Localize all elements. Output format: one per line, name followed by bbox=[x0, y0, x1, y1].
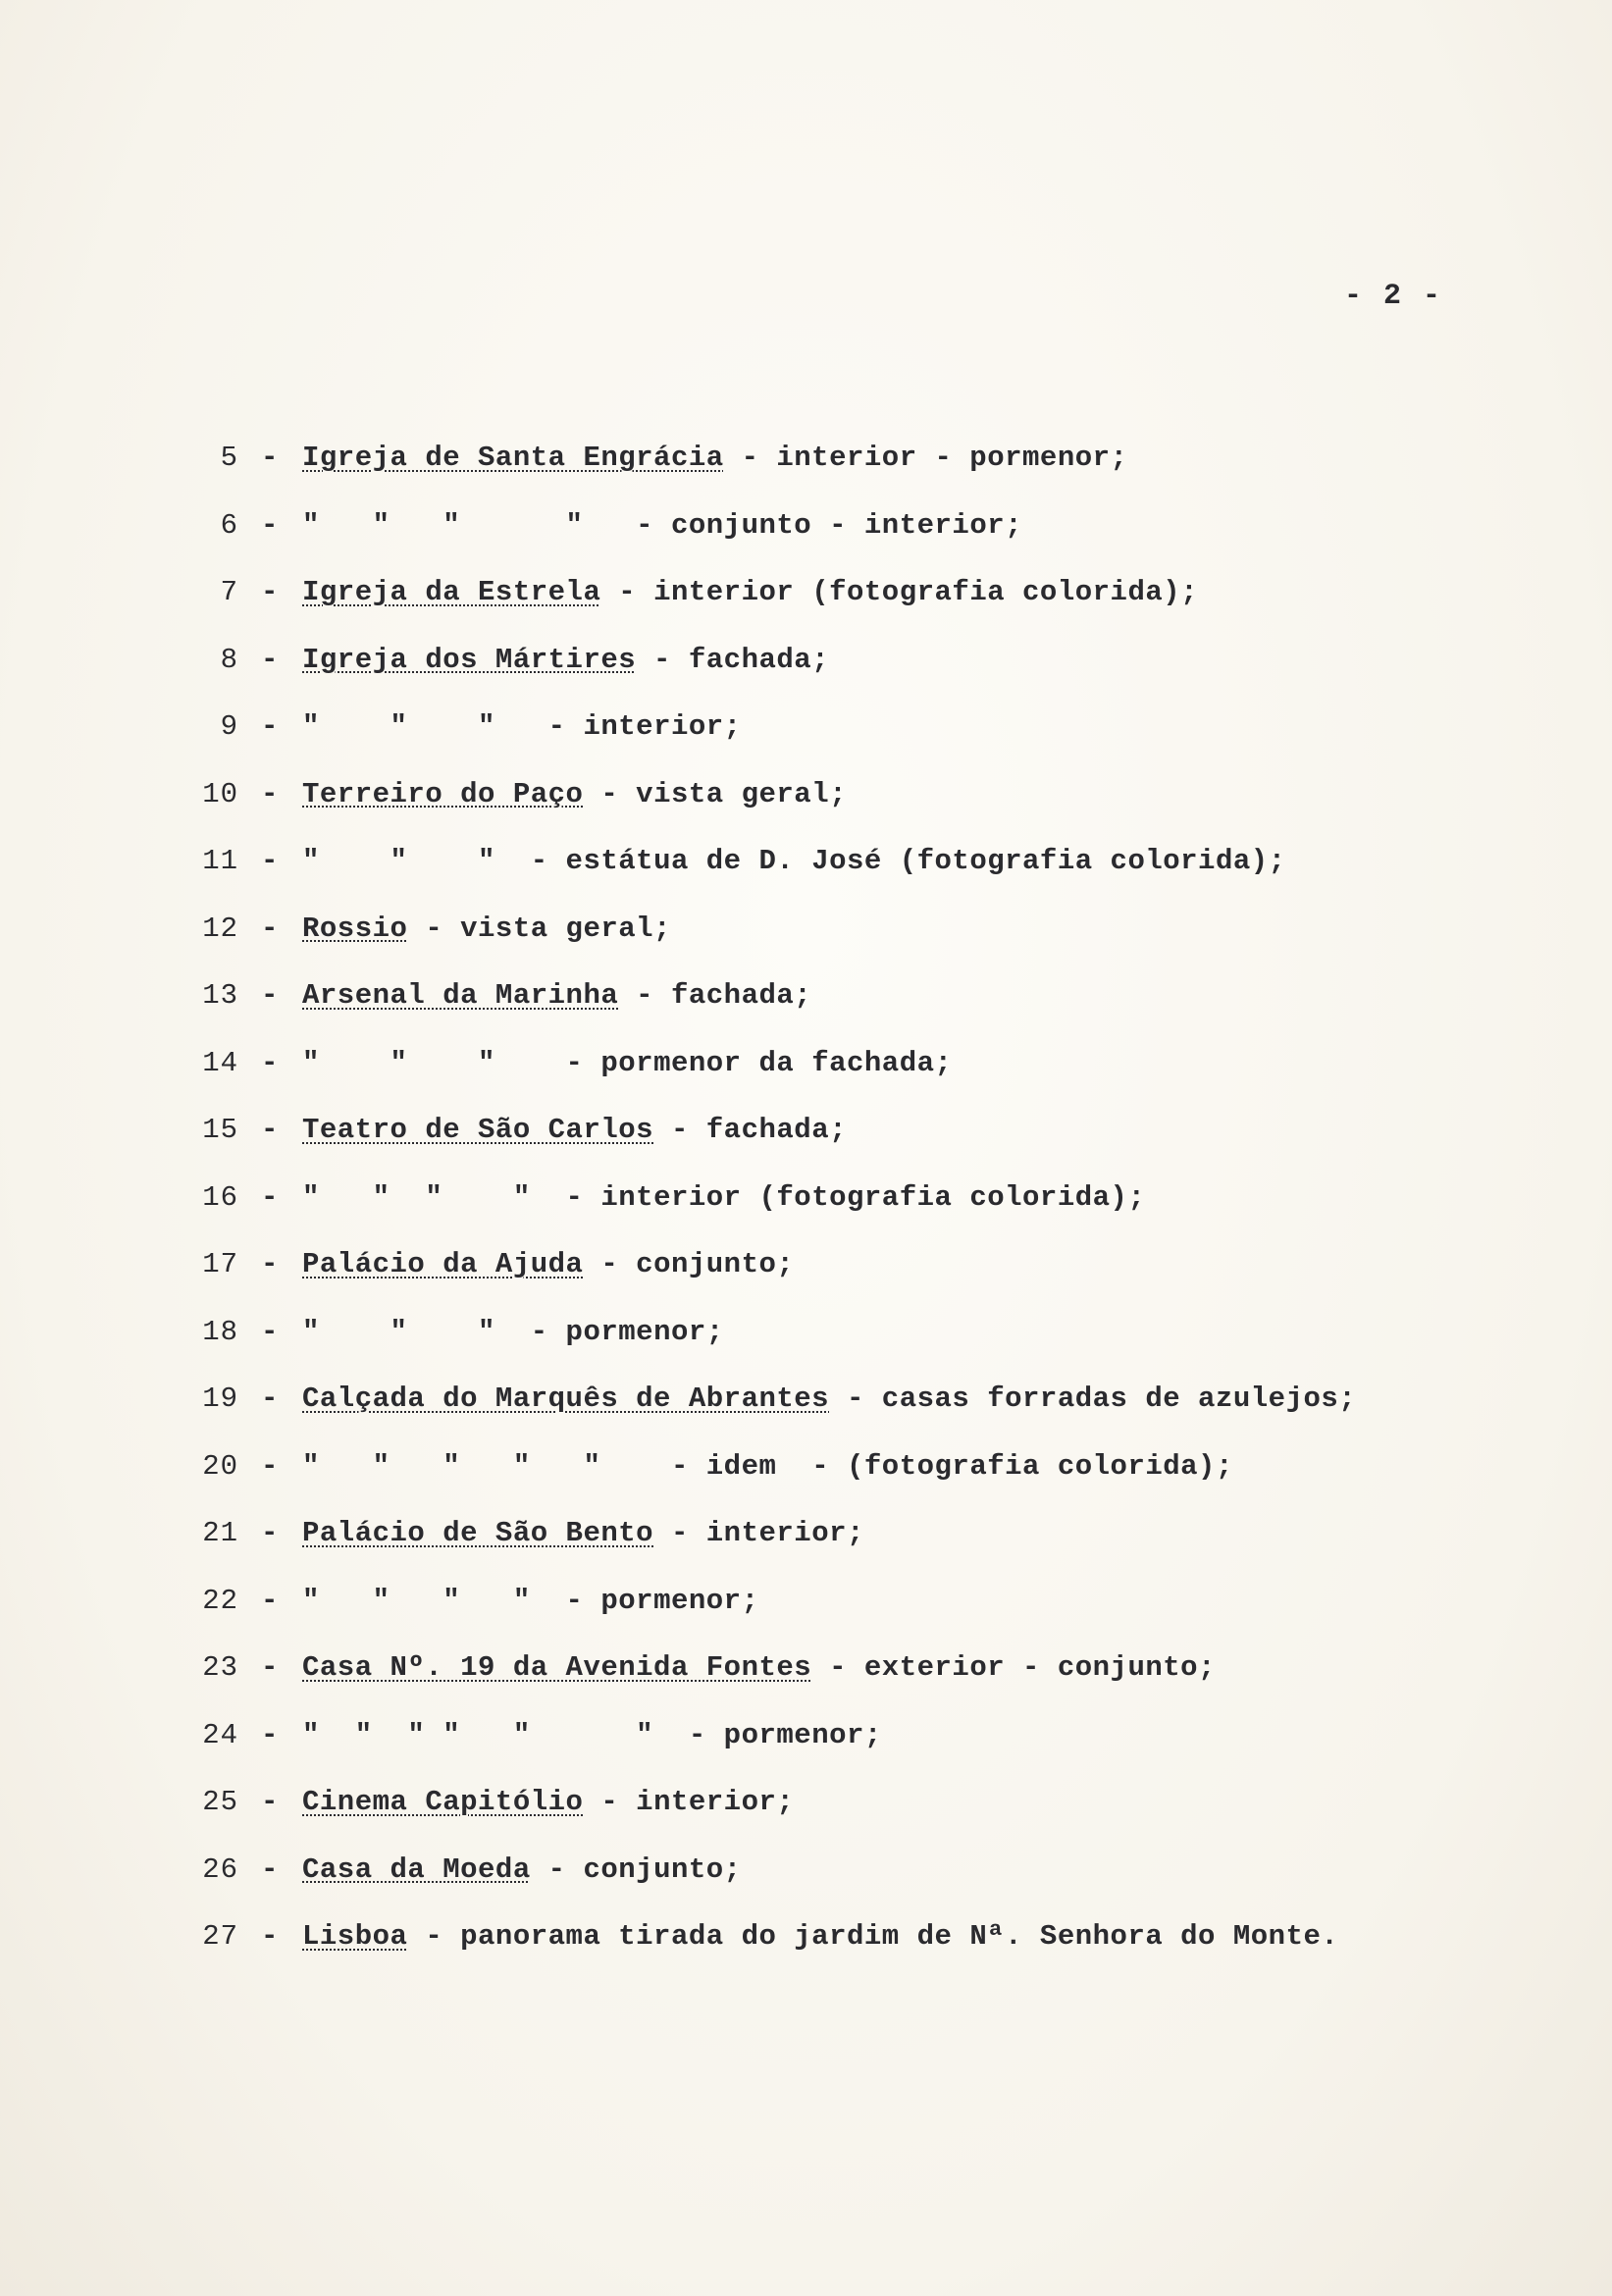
item-dash: - bbox=[261, 1718, 279, 1751]
list-item bbox=[0, 1851, 1612, 1918]
item-title: Lisboa bbox=[302, 1920, 408, 1953]
list-item bbox=[0, 506, 1612, 574]
ditto-marks: " " " bbox=[302, 1315, 495, 1348]
item-dash: - bbox=[261, 442, 279, 474]
item-number: 24 bbox=[202, 1718, 238, 1751]
item-description: - estátua de D. José (fotografia colorida); bbox=[494, 845, 1286, 877]
item-title: Terreiro do Paço bbox=[302, 777, 584, 810]
item-description: - casas forradas de azulejos; bbox=[829, 1383, 1357, 1415]
item-text bbox=[302, 573, 1198, 612]
ditto-marks: " " " bbox=[302, 845, 495, 877]
ditto-marks: " " " " " bbox=[302, 1449, 601, 1483]
ditto-marks: " " " " bbox=[302, 508, 584, 542]
item-text bbox=[302, 910, 671, 949]
list-item bbox=[0, 1648, 1612, 1716]
item-dash: - bbox=[261, 1651, 279, 1684]
item-dash: - bbox=[261, 1383, 279, 1415]
item-dash: - bbox=[261, 576, 279, 608]
item-description: - interior (fotografia colorida); bbox=[600, 576, 1199, 608]
item-title: Casa da Moeda bbox=[302, 1852, 531, 1886]
item-number: 22 bbox=[202, 1584, 238, 1617]
item-title: Casa Nº. 19 da Avenida Fontes bbox=[302, 1651, 812, 1684]
item-description: - conjunto; bbox=[583, 1248, 795, 1280]
item-description: - fachada; bbox=[636, 643, 830, 676]
list-item bbox=[0, 910, 1612, 977]
item-dash: - bbox=[261, 979, 279, 1012]
item-dash: - bbox=[261, 1114, 279, 1146]
list-item bbox=[0, 1380, 1612, 1447]
item-description: - pormenor da fachada; bbox=[494, 1046, 953, 1079]
item-number: 13 bbox=[202, 979, 238, 1012]
item-number: 20 bbox=[202, 1449, 238, 1483]
item-text bbox=[302, 1917, 1338, 1957]
item-text bbox=[302, 976, 811, 1016]
item-description: - fachada; bbox=[618, 979, 812, 1012]
item-title: Calçada do Marquês de Abrantes bbox=[302, 1383, 830, 1415]
item-text bbox=[302, 1783, 794, 1822]
item-title: Igreja de Santa Engrácia bbox=[302, 442, 724, 474]
item-description: - conjunto - interior; bbox=[583, 508, 1023, 542]
item-number: 16 bbox=[202, 1180, 238, 1214]
item-number: 27 bbox=[202, 1920, 238, 1953]
item-number: 14 bbox=[202, 1046, 238, 1079]
item-dash: - bbox=[261, 1248, 279, 1280]
item-text bbox=[302, 1648, 1216, 1688]
item-title: Arsenal da Marinha bbox=[302, 979, 619, 1012]
list-item bbox=[0, 573, 1612, 641]
page-number: - 2 - bbox=[1344, 280, 1443, 313]
list-item bbox=[0, 439, 1612, 506]
ditto-marks: " " " " bbox=[302, 1584, 531, 1617]
item-dash: - bbox=[261, 1920, 279, 1953]
item-title: Rossio bbox=[302, 912, 408, 945]
item-description: - pormenor; bbox=[494, 1315, 724, 1348]
item-dash: - bbox=[261, 845, 279, 877]
item-text bbox=[302, 842, 1286, 881]
item-text bbox=[302, 1582, 759, 1621]
item-title: Palácio da Ajuda bbox=[302, 1248, 584, 1280]
list-item bbox=[0, 1447, 1612, 1515]
item-text bbox=[302, 1178, 1145, 1218]
item-text bbox=[302, 1851, 742, 1890]
item-text bbox=[302, 1716, 882, 1755]
list-item bbox=[0, 1245, 1612, 1313]
list-item bbox=[0, 641, 1612, 708]
item-dash: - bbox=[261, 1449, 279, 1483]
item-number: 5 bbox=[220, 442, 238, 474]
list-item bbox=[0, 1111, 1612, 1178]
list-item bbox=[0, 775, 1612, 843]
item-description: - panorama tirada do jardim de Nª. Senhora do Monte. bbox=[407, 1920, 1339, 1953]
item-number: 25 bbox=[202, 1786, 238, 1818]
item-number: 15 bbox=[202, 1114, 238, 1146]
item-dash: - bbox=[261, 912, 279, 945]
item-description: - vista geral; bbox=[583, 777, 847, 810]
item-text bbox=[302, 1313, 724, 1352]
item-title: Cinema Capitólio bbox=[302, 1786, 584, 1818]
item-number: 8 bbox=[220, 643, 238, 676]
item-description: - interior; bbox=[494, 710, 742, 743]
list-item bbox=[0, 1716, 1612, 1784]
item-text bbox=[302, 707, 742, 747]
list-item bbox=[0, 1917, 1612, 1985]
list-item bbox=[0, 842, 1612, 910]
item-text bbox=[302, 641, 829, 680]
item-text bbox=[302, 506, 1022, 546]
item-text bbox=[302, 439, 1127, 478]
item-text bbox=[302, 1447, 1233, 1487]
item-text bbox=[302, 775, 847, 814]
item-description: - fachada; bbox=[653, 1114, 847, 1146]
item-description: - pormenor; bbox=[530, 1584, 759, 1617]
photo-list bbox=[0, 439, 1612, 1985]
item-text bbox=[302, 1514, 864, 1553]
item-number: 26 bbox=[202, 1852, 238, 1886]
item-number: 21 bbox=[202, 1517, 238, 1549]
item-dash: - bbox=[261, 508, 279, 542]
item-description: - vista geral; bbox=[407, 912, 671, 945]
item-title: Igreja dos Mártires bbox=[302, 643, 637, 676]
item-description: - conjunto; bbox=[530, 1852, 742, 1886]
list-item bbox=[0, 1582, 1612, 1649]
item-number: 6 bbox=[220, 508, 238, 542]
list-item bbox=[0, 1514, 1612, 1582]
item-title: Palácio de São Bento bbox=[302, 1517, 654, 1549]
item-description: - idem - (fotografia colorida); bbox=[600, 1449, 1233, 1483]
item-dash: - bbox=[261, 1786, 279, 1818]
item-dash: - bbox=[261, 1517, 279, 1549]
item-text bbox=[302, 1044, 952, 1083]
item-text bbox=[302, 1380, 1356, 1419]
list-item bbox=[0, 1178, 1612, 1246]
list-item bbox=[0, 976, 1612, 1044]
list-item bbox=[0, 1044, 1612, 1112]
item-number: 7 bbox=[220, 576, 238, 608]
item-dash: - bbox=[261, 1180, 279, 1214]
item-description: - exterior - conjunto; bbox=[811, 1651, 1216, 1684]
ditto-marks: " " " " bbox=[302, 1180, 531, 1214]
list-item bbox=[0, 707, 1612, 775]
item-number: 18 bbox=[202, 1315, 238, 1348]
item-dash: - bbox=[261, 1852, 279, 1886]
list-item bbox=[0, 1313, 1612, 1381]
item-dash: - bbox=[261, 1584, 279, 1617]
item-description: - interior - pormenor; bbox=[723, 442, 1128, 474]
item-description: - interior; bbox=[653, 1517, 864, 1549]
item-description: - interior (fotografia colorida); bbox=[530, 1180, 1146, 1214]
ditto-marks: " " " bbox=[302, 710, 495, 743]
item-description: - interior; bbox=[583, 1786, 795, 1818]
item-number: 10 bbox=[202, 777, 238, 810]
item-title: Igreja da Estrela bbox=[302, 576, 601, 608]
list-item bbox=[0, 1783, 1612, 1851]
item-dash: - bbox=[261, 710, 279, 743]
item-dash: - bbox=[261, 643, 279, 676]
item-description: - pormenor; bbox=[653, 1718, 882, 1751]
item-number: 11 bbox=[202, 845, 238, 877]
item-text bbox=[302, 1245, 794, 1284]
item-number: 19 bbox=[202, 1383, 238, 1415]
item-title: Teatro de São Carlos bbox=[302, 1114, 654, 1146]
item-dash: - bbox=[261, 777, 279, 810]
item-number: 12 bbox=[202, 912, 238, 945]
item-number: 23 bbox=[202, 1651, 238, 1684]
item-text bbox=[302, 1111, 847, 1150]
item-number: 17 bbox=[202, 1248, 238, 1280]
ditto-marks: " " " " " " bbox=[302, 1718, 654, 1751]
ditto-marks: " " " bbox=[302, 1046, 495, 1079]
item-dash: - bbox=[261, 1315, 279, 1348]
item-number: 9 bbox=[220, 710, 238, 743]
item-dash: - bbox=[261, 1046, 279, 1079]
